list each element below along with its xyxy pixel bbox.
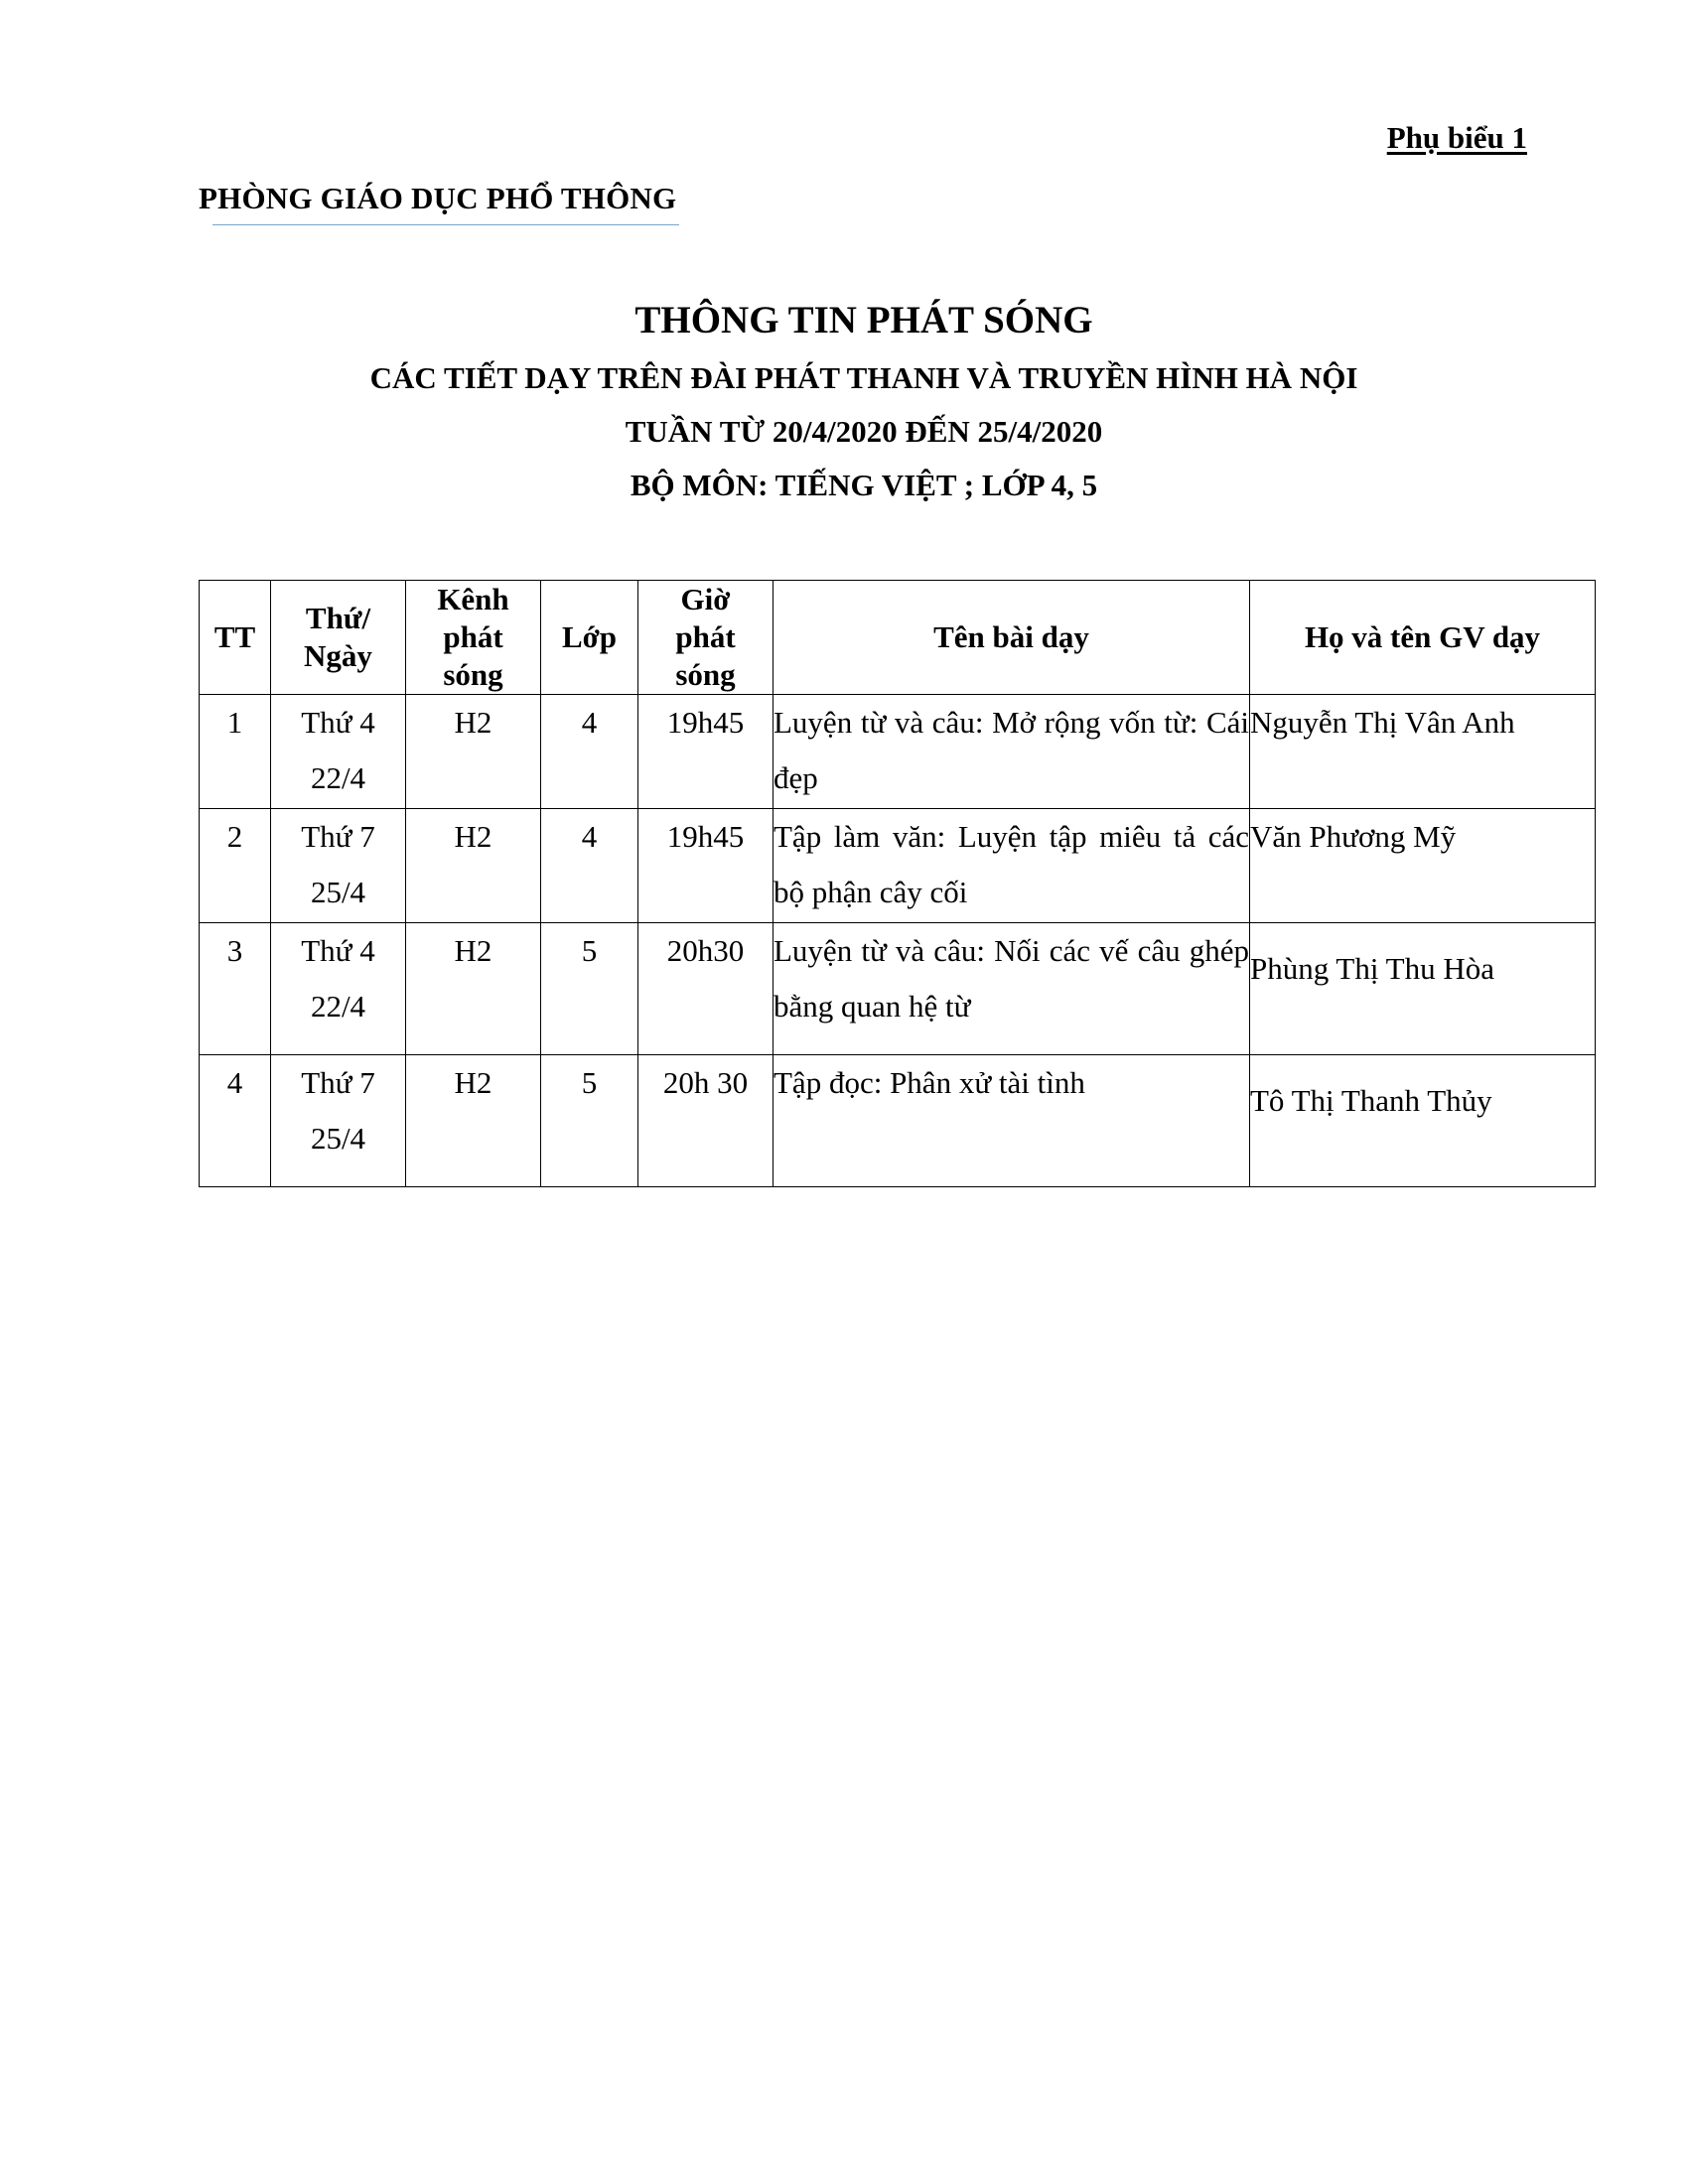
cell-grade: 4: [541, 695, 638, 809]
cell-channel: H2: [406, 923, 541, 1055]
subtitle-week: TUẦN TỪ 20/4/2020 ĐẾN 25/4/2020: [625, 414, 1103, 449]
table-row: [200, 923, 1596, 1055]
cell-lesson: Tập đọc: Phân xử tài tình: [774, 1055, 1250, 1187]
header-teacher: Họ và tên GV dạy: [1250, 581, 1596, 695]
cell-lesson: Luyện từ và câu: Nối các vế câu ghép bằng quan hệ từ: [774, 923, 1250, 1055]
header-time: Giờ phát sóng: [638, 581, 774, 695]
cell-tt: 1: [200, 695, 271, 809]
appendix-label: Phụ biểu 1: [1386, 120, 1527, 155]
cell-time: 19h45: [638, 809, 774, 923]
cell-day: Thứ 7 25/4: [271, 809, 406, 923]
cell-channel: H2: [406, 1055, 541, 1187]
cell-day: Thứ 4 22/4: [271, 923, 406, 1055]
cell-grade: 5: [541, 1055, 638, 1187]
cell-time: 19h45: [638, 695, 774, 809]
subtitle-subject: BỘ MÔN: TIẾNG VIỆT ; LỚP 4, 5: [630, 468, 1098, 502]
department-underline: [212, 224, 679, 225]
header-day: Thứ/ Ngày: [271, 581, 406, 695]
cell-day: Thứ 7 25/4: [271, 1055, 406, 1187]
page-title: THÔNG TIN PHÁT SÓNG: [634, 299, 1093, 341]
cell-lesson: Luyện từ và câu: Mở rộng vốn từ: Cái đẹp: [774, 695, 1250, 809]
header-channel: Kênh phát sóng: [406, 581, 541, 695]
cell-lesson: Tập làm văn: Luyện tập miêu tả các bộ phận cây cối: [774, 809, 1250, 923]
cell-grade: 5: [541, 923, 638, 1055]
header-grade: Lớp: [541, 581, 638, 695]
cell-day: Thứ 4 22/4: [271, 695, 406, 809]
table-row: [200, 1055, 1596, 1187]
cell-tt: 2: [200, 809, 271, 923]
broadcast-schedule-table: [199, 580, 1596, 1187]
subtitle-broadcaster: CÁC TIẾT DẠY TRÊN ĐÀI PHÁT THANH VÀ TRUYỀN HÌNH HÀ NỘI: [369, 360, 1358, 395]
header-tt: TT: [200, 581, 271, 695]
cell-teacher: Phùng Thị Thu Hòa: [1250, 923, 1596, 1055]
table-row: [200, 809, 1596, 923]
header-lesson: Tên bài dạy: [774, 581, 1250, 695]
cell-teacher: Văn Phương Mỹ: [1250, 809, 1596, 923]
cell-tt: 4: [200, 1055, 271, 1187]
cell-teacher: Nguyễn Thị Vân Anh: [1250, 695, 1596, 809]
department-name: PHÒNG GIÁO DỤC PHỔ THÔNG: [199, 181, 677, 215]
cell-tt: 3: [200, 923, 271, 1055]
cell-grade: 4: [541, 809, 638, 923]
table-header-row: [200, 581, 1596, 695]
cell-time: 20h 30: [638, 1055, 774, 1187]
cell-time: 20h30: [638, 923, 774, 1055]
cell-channel: H2: [406, 695, 541, 809]
table-row: [200, 695, 1596, 809]
cell-teacher: Tô Thị Thanh Thủy: [1250, 1055, 1596, 1187]
cell-channel: H2: [406, 809, 541, 923]
title-block: [199, 298, 1529, 503]
